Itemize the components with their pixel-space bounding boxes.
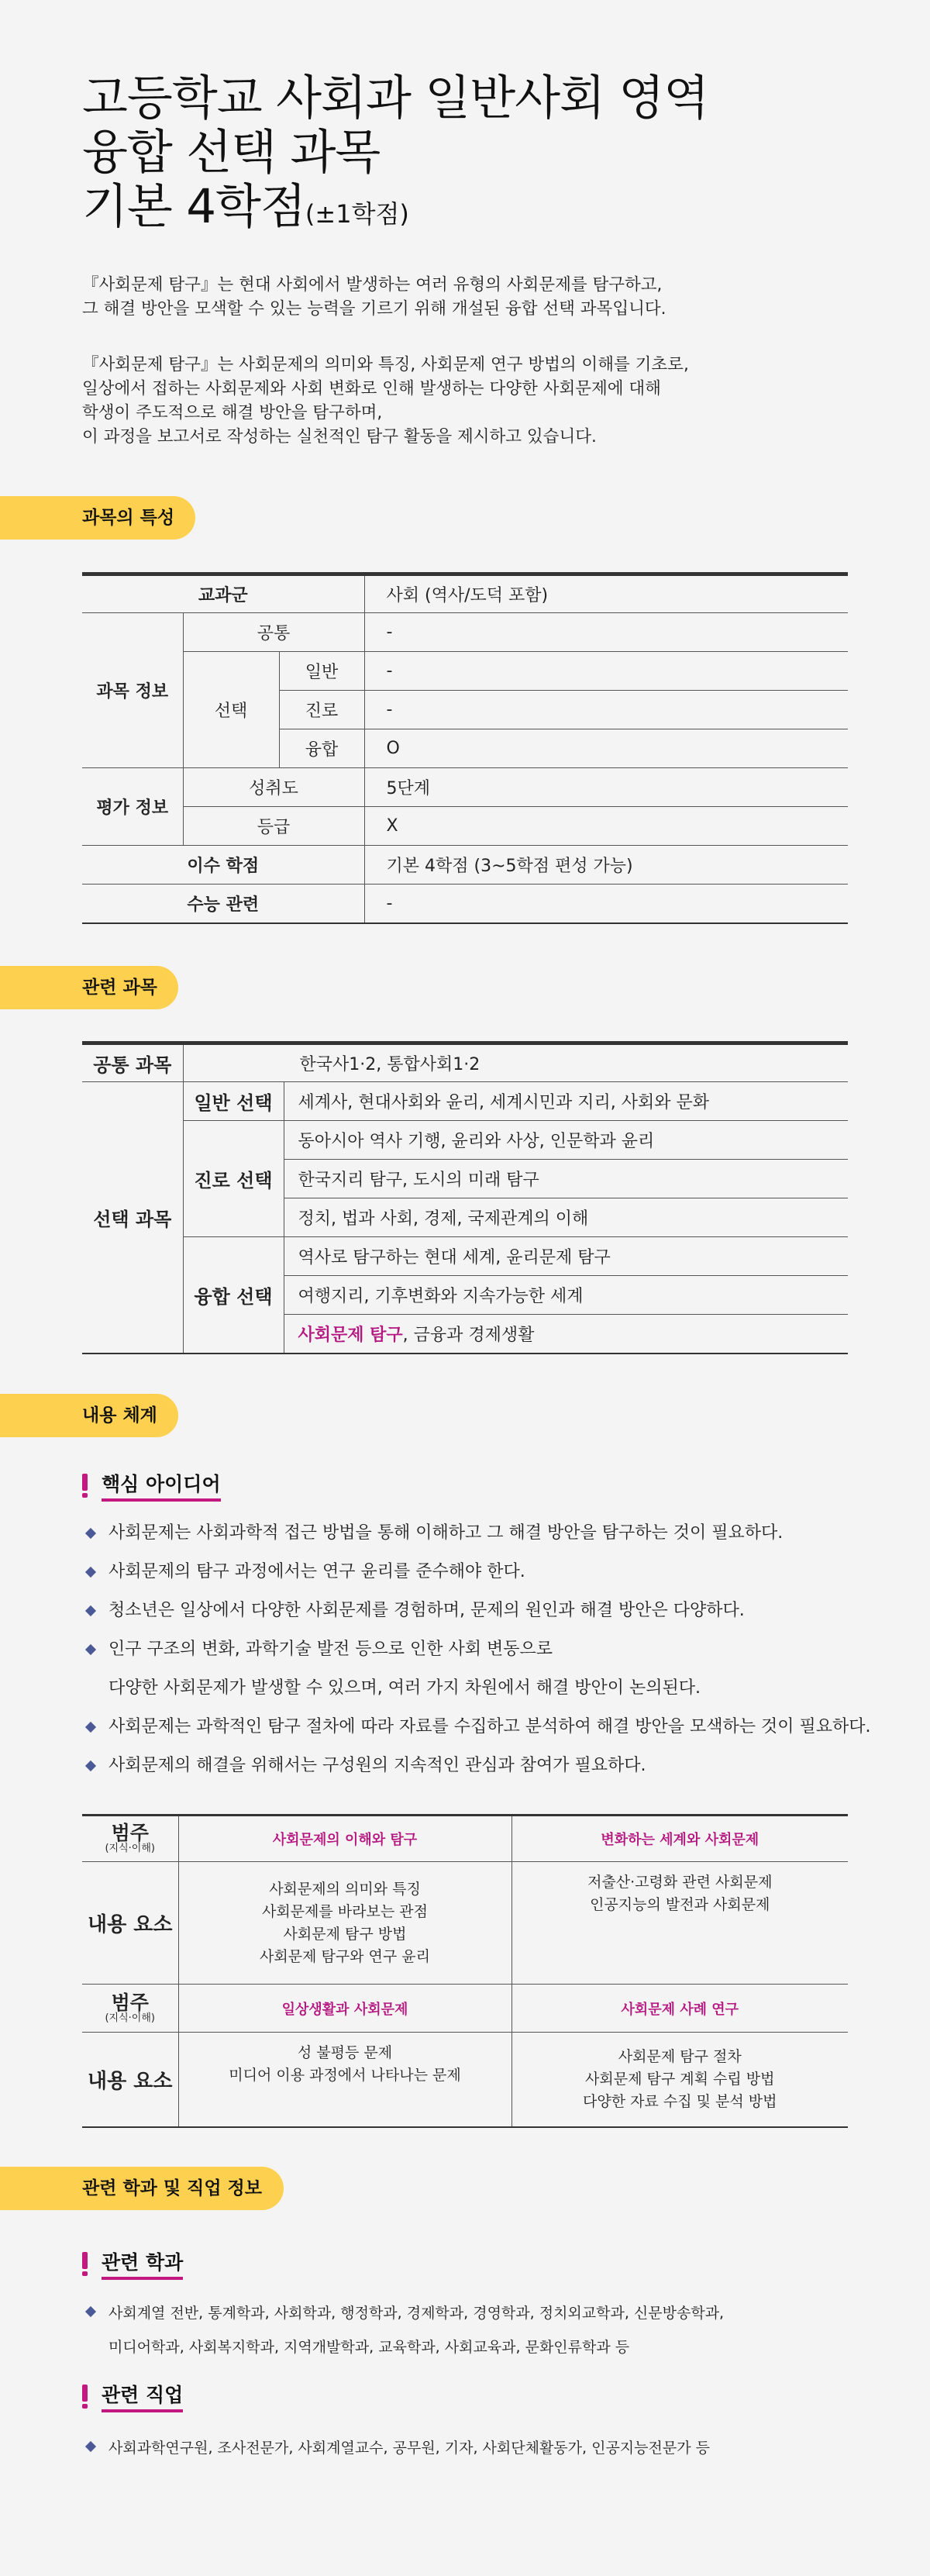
cell-grade-value: X [364,807,848,846]
bullet-diamond-icon [85,2306,96,2317]
cell-fusion: 융합 [279,729,364,768]
cell-category-1: 사회문제의 이해와 탐구 [178,1816,512,1862]
element-text: 인공지능의 발전과 사회문제 [590,1896,770,1913]
element-text: 사회문제 탐구 계획 수립 방법 [585,2070,775,2088]
cell-general: 일반 [279,652,364,691]
cell-category-2: 변화하는 세계와 사회문제 [512,1816,848,1862]
list-item-text: 미디어학과, 사회복지학과, 지역개발학과, 교육학과, 사회교육과, 문화인류학과 등 [108,2338,630,2356]
cell-fusion-value: O [364,729,848,768]
traits-table [82,572,848,924]
cell-elective: 선택 [183,652,279,768]
departments-heading [82,2245,183,2282]
cell-subject-group: 교과군 [82,574,364,613]
exclamation-icon [82,1474,88,1497]
fusion-row-rest: , 금융과 경제생활 [402,1325,535,1345]
category-label: 범주 [111,1822,149,1844]
cell-category [82,1985,178,2033]
cell-fusion-elective: 융합 선택 [183,1237,284,1354]
cell-credits: 이수 학점 [82,846,364,885]
list-item-text: 다양한 사회문제가 발생할 수 있으며, 여러 가지 차원에서 해결 방안이 논의된다. [108,1678,701,1698]
list-item-text: 인구 구조의 변화, 과학기술 발전 등으로 인한 사회 변동으로 [108,1640,553,1659]
jobs-heading [82,2378,183,2415]
element-text: 사회문제 탐구 절차 [618,2047,742,2065]
title-credits-range: (±1학점) [305,199,409,229]
cell-credits-value: 기본 4학점 (3~5학점 편성 가능) [364,846,848,885]
section-badge-related: 관련 과목 [0,966,178,1009]
element-text: 미디어 이용 과정에서 나타나는 문제 [229,2067,461,2084]
departments-title: 관련 학과 [102,2247,183,2280]
cell-element-4 [512,2033,848,2127]
exclamation-icon [82,2385,88,2408]
intro-paragraph-1 [82,273,857,321]
list-item [82,2295,888,2329]
intro-text: 학생이 주도적으로 해결 방안을 탐구하며, [82,403,383,422]
list-item [82,1591,919,1630]
cell-common: 공통 [183,613,364,652]
section-badge-careers: 관련 학과 및 직업 정보 [0,2167,284,2210]
cell-fusion-row-highlight [284,1315,848,1354]
element-text: 다양한 자료 수집 및 분석 방법 [583,2092,777,2110]
intro-text: 이 과정을 보고서로 작성하는 실천적인 탐구 활동을 제시하고 있습니다. [82,427,597,447]
title-line-1: 고등학교 사회과 일반사회 영역 [82,71,709,126]
section-badge-content: 내용 체계 [0,1394,178,1437]
cell-course-info: 과목 정보 [82,613,183,768]
element-text: 사회문제 탐구와 연구 윤리 [259,1947,430,1965]
bullet-diamond-icon [85,1722,96,1733]
page-title [82,71,857,241]
intro-text: 일상에서 접하는 사회문제와 사회 변화로 인해 발생하는 다양한 사회문제에 대해 [82,379,661,398]
intro-text: 『사회문제 탐구』는 사회문제의 의미와 특징, 사회문제 연구 방법의 이해를 기초로, [82,355,689,374]
list-item [82,1553,919,1591]
list-item-text: 사회문제의 해결을 위해서는 구성원의 지속적인 관심과 참여가 필요하다. [108,1756,646,1775]
category-sublabel: (지식·이해) [105,1843,155,1854]
list-item [82,1708,919,1747]
element-text: 사회문제의 의미와 특징 [269,1880,421,1898]
cell-element-1 [178,1862,512,1985]
category-label: 범주 [111,1991,149,2014]
cell-general-elective-value: 세계사, 현대사회와 윤리, 세계시민과 지리, 사회와 문화 [284,1082,848,1121]
intro-text: 『사회문제 탐구』는 현대 사회에서 발생하는 여러 유형의 사회문제를 탐구하고, [82,275,663,295]
bullet-diamond-icon [85,1644,96,1655]
bullet-diamond-icon [85,2441,96,2452]
bullet-diamond-icon [85,1567,96,1578]
cell-career-row: 한국지리 탐구, 도시의 미래 탐구 [284,1160,848,1198]
title-line-2: 융합 선택 과목 [82,125,381,180]
cell-fusion-row: 여행지리, 기후변화와 지속가능한 세계 [284,1276,848,1315]
cell-achievement: 성취도 [183,768,364,807]
cell-career-row: 정치, 법과 사회, 경제, 국제관계의 이해 [284,1198,848,1237]
cell-subject-group-value: 사회 (역사/도덕 포함) [364,574,848,613]
cell-common-courses: 공통 과목 [82,1043,183,1082]
list-item [82,1747,919,1785]
cell-element-label: 내용 요소 [82,2033,178,2127]
cell-common-value: - [364,613,848,652]
cell-element-label: 내용 요소 [82,1862,178,1985]
highlight-current-course: 사회문제 탐구 [298,1325,403,1345]
list-item-text: 사회문제는 사회과학적 접근 방법을 통해 이해하고 그 해결 방안을 탐구하는 것이 필요하다. [108,1523,784,1543]
list-item-text: 사회문제의 탐구 과정에서는 연구 윤리를 준수해야 한다. [108,1562,525,1581]
cell-fusion-row: 역사로 탐구하는 현대 세계, 윤리문제 탐구 [284,1237,848,1276]
list-item-text: 사회계열 전반, 통계학과, 사회학과, 행정학과, 경제학과, 경영학과, 정치외교학과, 신문방송학과, [108,2304,725,2322]
cell-general-elective: 일반 선택 [183,1082,284,1121]
list-item [82,1514,919,1553]
list-item-text: 사회문제는 과학적인 탐구 절차에 따라 자료를 수집하고 분석하여 해결 방안을 모색하는 것이 필요하다. [108,1717,871,1736]
intro-paragraph-2 [82,353,857,449]
cell-csat-value: - [364,885,848,923]
cell-eval-info: 평가 정보 [82,768,183,846]
list-item-text: 사회과학연구원, 조사전문가, 사회계열교수, 공무원, 기자, 사회단체활동가, 인공지능전문가 등 [108,2439,710,2457]
cell-elective-courses: 선택 과목 [82,1082,183,1354]
intro-text: 그 해결 방안을 모색할 수 있는 능력을 기르기 위해 개설된 융합 선택 과목입니다. [82,299,666,319]
bullet-diamond-icon [85,1528,96,1539]
core-ideas-title: 핵심 아이디어 [102,1469,221,1502]
element-text: 사회문제 탐구 방법 [283,1925,407,1943]
list-item-continuation [82,2329,888,2363]
exclamation-icon [82,2252,88,2275]
cell-category [82,1816,178,1862]
title-line-3 [82,180,857,241]
title-credits: 기본 4학점 [82,179,305,234]
cell-career-elective: 진로 선택 [183,1121,284,1237]
category-sublabel: (지식·이해) [105,2012,155,2024]
element-text: 저출산·고령화 관련 사회문제 [587,1874,773,1891]
cell-career-row: 동아시아 역사 기행, 윤리와 사상, 인문학과 윤리 [284,1121,848,1160]
list-item-continuation [82,1669,919,1708]
cell-element-3 [178,2033,512,2127]
core-ideas-list [82,1514,919,1785]
cell-common-courses-value: 한국사1·2, 통합사회1·2 [183,1043,848,1082]
jobs-list [82,2429,888,2464]
cell-career-value: - [364,691,848,729]
cell-grade: 등급 [183,807,364,846]
element-text: 성 불평등 문제 [297,2044,393,2061]
list-item [82,2429,888,2464]
cell-category-4: 사회문제 사례 연구 [512,1985,848,2033]
cell-category-3: 일상생활과 사회문제 [178,1985,512,2033]
bullet-diamond-icon [85,1760,96,1771]
element-text: 사회문제를 바라보는 관점 [262,1902,428,1920]
list-item-text: 청소년은 일상에서 다양한 사회문제를 경험하며, 문제의 원인과 해결 방안은 다양하다. [108,1601,745,1620]
departments-list [82,2295,888,2363]
core-ideas-heading [82,1467,221,1504]
section-badge-traits: 과목의 특성 [0,496,195,540]
cell-general-value: - [364,652,848,691]
content-system-table [82,1814,848,2128]
related-table [82,1041,848,1354]
cell-career: 진로 [279,691,364,729]
jobs-title: 관련 직업 [102,2380,183,2412]
cell-csat: 수능 관련 [82,885,364,923]
bullet-diamond-icon [85,1605,96,1616]
cell-achievement-value: 5단계 [364,768,848,807]
cell-element-2 [512,1862,848,1985]
list-item [82,1630,919,1669]
